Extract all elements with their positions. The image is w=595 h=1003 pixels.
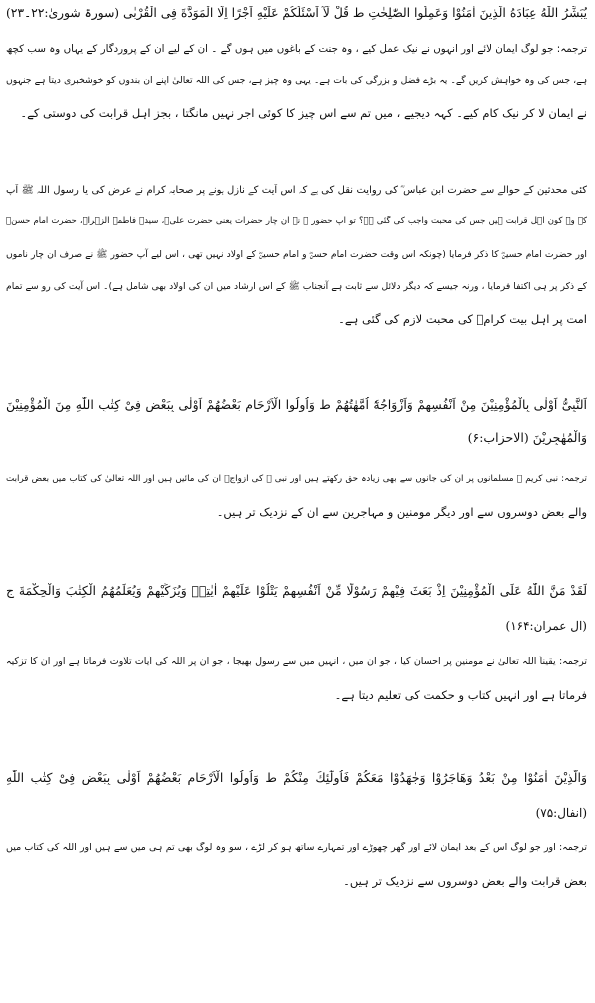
- translation-anfal-line-1: ترجمہ: اور جو لوگ اس کے بعد ایمان لائے اور گھر چھوڑے اور تمہارے ساتھ ہو کر لڑے ، سو وہ لوگ بھی تم ہی میں سے ہیں اور اللہ کی کتاب میں: [6, 842, 587, 853]
- commentary-line-4: کے ذکر پر ہی اکتفا فرمایا ، ورنہ جیسے کہ دیگر دلائل سے ثابت ہے آنجناب ﷺ کے اس ارشاد میں ان کی اولاد بھی شامل ہے)۔ اس آیت کی رو سے تمام: [6, 281, 587, 292]
- verse-imran-line-1: لَقَدْ مَنَّ اللّٰهُ عَلَی الْمُؤْمِنِیْنَ اِذْ بَعَثَ فِیْهِمْ رَسُوْلًا مِّنْ اَنْفُسِهِمْ یَتْلُوْا عَلَیْهِمْ اٰیٰتِهٖ وَیُزَكِّیْهِمْ وَیُعَلِّمُهُمُ الْكِتٰبَ وَالْحِكْمَةَ ج: [6, 583, 587, 598]
- verse-anfal-line-1: وَالَّذِیْنَ اٰمَنُوْا مِنْ بَعْدُ وَهَاجَرُوْا وَجٰهَدُوْا مَعَكُمْ فَاُولٰٓئِكَ مِنْكُمْ ط وَاُولُوا الْاَرْحَامِ بَعْضُهُمْ اَوْلٰی بِبَعْضٍ فِیْ كِتٰبِ اللّٰهِ: [6, 770, 587, 785]
- translation-imran-line-1: ترجمہ: یقیناً اللہ تعالیٰ نے مومنین پر احسان کیا ، جو ان میں ، انہیں میں سے رسول بھیجا ، جو ان پر اللہ کی آیات تلاوت فرماتا ہے اور ان کا تزکیہ: [6, 656, 587, 667]
- commentary-line-2: کے وہ کون اہل قرابت ہیں جس کی محبت واجب کی گئی ہے؟ تو آپ حضور ﷺ نے ان چار حضرات یعنی حضرت علیؓ، سیدہ فاطمۃ الزہراؓ، حضرت امام حسنؓ: [6, 216, 587, 226]
- verse-shura-line-1: يُبَشِّرُ اللّٰهُ عِبَادَهُ الَّذِينَ اٰمَنُوْا وَعَمِلُوا الصّٰلِحٰتِ ط قُلْ لَّآ اَسْئَلُكُمْ عَلَيْهِ اَجْرًا اِلَّا الْمَوَدَّةَ فِی الْقُرْبٰی (سورۃ شوریٰ:۲۲۔۲۳): [6, 6, 587, 20]
- translation-imran-line-2: فرماتا ہے اور انہیں کتاب و حکمت کی تعلیم دیتا ہے۔: [334, 688, 587, 702]
- commentary-line-5: امت پر اہل بیت کرامؓ کی محبت لازم کی گئی ہے۔: [338, 312, 587, 326]
- translation-ahzab-line-1: ترجمہ: نبی کریم ﷺ مسلمانوں پر ان کی جانوں سے بھی زیادہ حق رکھتے ہیں اور نبی ﷺ کی ازواجؓ ان کی مائیں ہیں اور اللہ تعالیٰ کی کتاب میں بعض قرابت: [6, 474, 587, 484]
- translation-shura-line-2: ہے، جس کی وہ خواہش کریں گے۔ یہ بڑے فضل و بزرگی کی بات ہے۔ یہی وہ چیز ہے، جس کی اللہ تعالیٰ اپنے ان بندوں کو خوشخبری دیتا ہے جنہوں: [6, 75, 587, 86]
- translation-ahzab-line-2: والے بعض دوسروں سے اور دیگر مومنین و مہاجرین سے ان کے نزدیک تر ہیں۔: [216, 505, 587, 519]
- translation-anfal-line-2: بعض قرابت والے بعض دوسروں سے نزدیک تر ہیں۔: [343, 874, 587, 888]
- verse-ahzab-line-1: اَلنَّبِیُّ اَوْلٰی بِالْمُؤْمِنِیْنَ مِنْ اَنْفُسِهِمْ وَاَزْوَاجُهٗٓ اُمَّهٰتُهُمْ ط وَاُولُوا الْاَرْحَامِ بَعْضُهُمْ اَوْلٰی بِبَعْضٍ فِیْ كِتٰبِ اللّٰهِ مِنَ الْمُؤْمِنِیْنَ: [6, 397, 587, 412]
- verse-imran-reference: (ال عمران:۱۶۴): [505, 619, 587, 633]
- translation-shura-line-3: نے ایمان لا کر نیک کام کیے۔ کہہ دیجیے ، میں تم سے اس چیز کا کوئی اجر نہیں مانگتا ، بجز اہل قرابت کی دوستی کے۔: [20, 106, 587, 120]
- verse-anfal-reference: (انفال:۷۵): [535, 806, 587, 820]
- verse-ahzab-line-2: وَالْمُهٰجِرِیْنَ (الاحزاب:۶): [467, 430, 587, 445]
- commentary-line-3: اور حضرت امام حسینؓ کا ذکر فرمایا (چونکہ اس وقت حضرت امام حسنؓ و امام حسینؓ کے اولاد نہیں تھی ، اس لیے آپ حضور ﷺ نے صرف ان چار ناموں: [6, 249, 587, 260]
- commentary-line-1: کئی محدثین کے حوالے سے حضرت ابن عباس ؓ کی روایت نقل کی ہے کہ اس آیت کے نازل ہونے پر صحابہ کرام نے عرض کی یا رسول اللہ ﷺ آپ: [6, 185, 587, 196]
- translation-shura-line-1: ترجمہ: جو لوگ ایمان لائے اور انہوں نے نیک عمل کیے ، وہ جنت کے باغوں میں ہوں گے ۔ ان کے لیے ان کے پروردگار کے یہاں وہ سب کچھ: [6, 43, 587, 55]
